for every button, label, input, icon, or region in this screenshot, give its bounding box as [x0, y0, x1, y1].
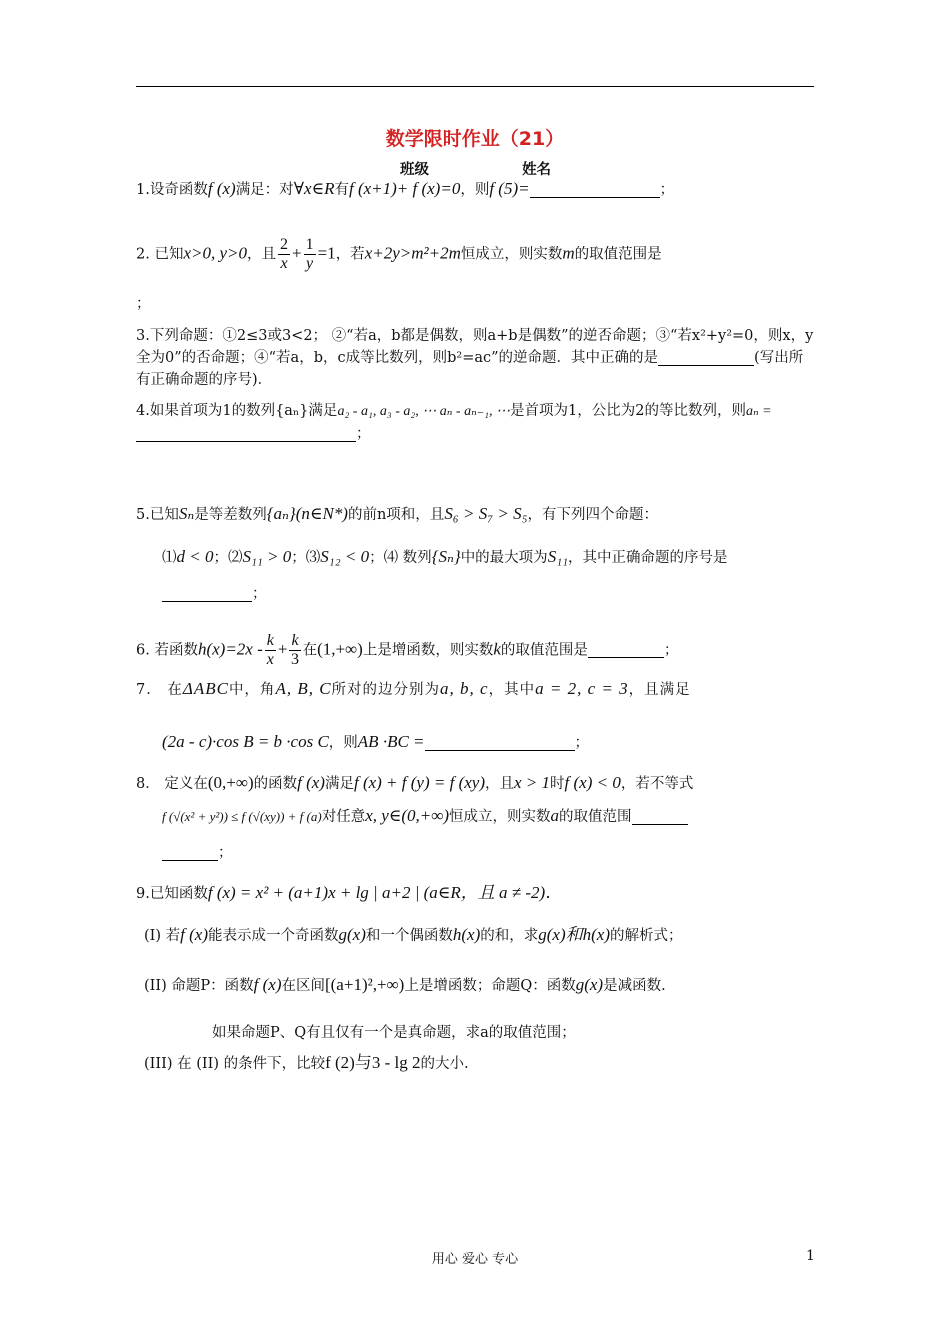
question-text: 是减函数. — [603, 978, 666, 994]
math-expression: h(x) — [452, 925, 481, 944]
question-number: 8． — [136, 776, 160, 792]
fraction-numerator: k — [266, 632, 274, 649]
question-text: 的取值范围 — [559, 809, 632, 825]
fraction — [289, 632, 300, 669]
math-expression: f (x) — [207, 179, 236, 198]
question-5 — [136, 503, 816, 605]
question-text: 的取值范围是 — [500, 642, 588, 659]
question-text: 能表示成一个奇函数 — [208, 928, 339, 944]
math-expression: x, y∈(0,+∞) — [365, 806, 450, 825]
question-number: 7． — [136, 682, 162, 698]
question-text: ，其中正确命题的序号是 — [568, 550, 728, 566]
question-9-part-2 — [144, 974, 824, 997]
answer-blank[interactable] — [162, 587, 252, 602]
question-text: 定义在 — [164, 776, 208, 792]
question-text: 的取值范围是 — [574, 246, 662, 263]
question-text: 的和，求 — [480, 928, 539, 944]
question-text: 下列命题：①2≤3或3<2； ②“若a，b都是偶数，则a+b是偶数”的逆否命题；③“若x²+y²=0，则x，y全为0”的否命题；④“若a，b，c成等比数列，则b²=ac”的逆命题．其中正确的是 — [136, 328, 814, 366]
math-expression: {Sₙ} — [431, 547, 461, 566]
question-text: 的解析式； — [610, 928, 683, 944]
proposition-marker: ⑴ — [162, 550, 177, 566]
question-text: 已知 — [149, 507, 179, 523]
math-expression: g(x) — [575, 975, 604, 994]
math-expression: (2a - c)·cos B = b ·cos C — [162, 732, 329, 751]
question-7 — [136, 678, 816, 754]
question-number: 1. — [136, 182, 150, 198]
math-expression: f (x) + f (y) = f (xy) — [353, 773, 485, 792]
math-expression: d < 0 — [176, 547, 214, 566]
question-text: ，则 — [460, 182, 490, 198]
answer-blank[interactable] — [632, 810, 688, 825]
math-operator: + — [277, 639, 288, 659]
question-text: 如果命题P、Q有且仅有一个是真命题，求a的取值范围； — [212, 1025, 576, 1041]
question-text: (III) 在 (II) 的条件下，比较 — [144, 1056, 326, 1072]
math-expression: [(a+1)²,+∞) — [324, 975, 405, 994]
question-number: 4. — [136, 403, 150, 419]
answer-blank[interactable] — [136, 427, 356, 442]
question-text: 时 — [550, 776, 565, 792]
name-label: 姓名 — [522, 162, 552, 178]
question-number: 6. — [136, 642, 150, 659]
question-text: ，其中 — [488, 682, 536, 698]
question-6 — [136, 632, 816, 669]
page-number: 1 — [806, 1248, 815, 1264]
proposition-marker: ；⑶ — [291, 550, 321, 566]
question-text: 满足 — [324, 776, 354, 792]
math-expression: (0,+∞) — [207, 773, 254, 792]
math-expression: {aₙ}(n∈N*) — [266, 504, 348, 523]
question-text: ，且满足 — [628, 682, 691, 698]
question-number: 3. — [136, 328, 150, 344]
math-expression: =1 — [317, 243, 336, 263]
question-text: (II) 命题P：函数 — [144, 978, 254, 994]
question-9-part-2-line-2 — [212, 1022, 892, 1044]
math-expression: f (x+1)+ f (x)=0 — [348, 179, 461, 198]
math-expression: S₁₂ < 0 — [320, 547, 370, 566]
question-2 — [136, 236, 816, 315]
math-expression: x>0, y>0 — [183, 243, 247, 263]
question-text: (写出所有正确命题的序号)． — [136, 350, 804, 388]
question-text: 已知 — [154, 246, 184, 263]
question-text: ； — [663, 642, 679, 659]
fraction-numerator: 1 — [305, 236, 314, 253]
math-expression: k — [493, 639, 501, 659]
question-text: 的大小. — [420, 1056, 469, 1072]
fraction-denominator: x — [266, 651, 274, 668]
math-expression: A, B, C — [275, 679, 332, 698]
question-text: 对任意 — [321, 809, 366, 825]
question-text: 在区间 — [281, 978, 325, 994]
question-text: ； — [659, 182, 675, 198]
question-text: 是首项为1，公比为2的等比数列，则 — [510, 403, 746, 419]
question-text: 是等差数列 — [194, 507, 267, 523]
question-4 — [136, 400, 816, 445]
question-text: 和一个偶函数 — [365, 928, 453, 944]
question-text: ； — [252, 586, 267, 602]
fraction — [278, 236, 290, 273]
question-text: ，有下列四个命题： — [527, 507, 658, 523]
student-fields — [400, 158, 551, 179]
header-rule — [136, 86, 814, 87]
question-text: 所对的边分别为 — [331, 682, 441, 698]
math-expression: x > 1 — [513, 773, 551, 792]
answer-blank[interactable] — [588, 643, 664, 658]
math-expression: a — [550, 806, 560, 825]
question-9 — [136, 882, 816, 905]
answer-blank[interactable] — [658, 351, 754, 366]
question-text: 恒成立，则实数 — [460, 246, 563, 263]
math-expression: f (√(x² + y²)) ≤ f (√(xy)) + f (a) — [162, 809, 322, 824]
math-expression: (1,+∞) — [317, 639, 363, 659]
math-expression: AB ·BC = — [357, 732, 425, 751]
question-text: 中，角 — [228, 682, 276, 698]
answer-blank[interactable] — [162, 846, 218, 861]
math-expression: m — [562, 243, 575, 263]
fraction-denominator: x — [280, 255, 288, 272]
math-expression: ΔABC — [182, 679, 229, 698]
question-9-part-3 — [144, 1052, 824, 1075]
math-expression: f (x) = x² + (a+1)x + lg | a+2 | (a∈R，且 a ≠ -2)． — [207, 883, 563, 902]
question-text: 上是增函数；命题Q：函数 — [404, 978, 576, 994]
math-expression: f (x) — [297, 773, 325, 792]
question-text: ； — [218, 845, 233, 861]
math-operator: + — [292, 243, 302, 263]
answer-blank[interactable] — [425, 736, 575, 751]
math-expression: S₁₁ — [547, 547, 569, 566]
math-expression: h(x)=2x - — [197, 639, 263, 659]
question-text: (I) 若 — [144, 928, 181, 944]
question-text: ，则 — [328, 735, 358, 751]
math-expression: S₁₁ > 0 — [242, 547, 292, 566]
question-text: ，若 — [335, 246, 365, 263]
question-text: ，若不等式 — [620, 776, 694, 792]
math-expression: g(x) — [338, 925, 366, 944]
question-3 — [136, 325, 816, 391]
math-expression: a₂ - a₁, a₃ - a₂, ⋯ aₙ - aₙ₋₁, ⋯ — [337, 404, 510, 419]
page-title: 数学限时作业（21） — [385, 128, 565, 150]
class-label: 班级 — [400, 162, 429, 178]
math-expression: f (x) — [253, 975, 282, 994]
fraction — [265, 632, 276, 669]
question-text: 在 — [167, 682, 183, 698]
math-expression: a, b, c — [440, 679, 489, 698]
question-text: 满足：对 — [235, 182, 294, 198]
question-number: 5. — [136, 507, 150, 523]
math-expression: f (2)与3 - lg 2 — [325, 1053, 421, 1072]
question-text: 设奇函数 — [149, 182, 208, 198]
question-text: ，且 — [484, 776, 514, 792]
question-text: 已知函数 — [149, 886, 208, 902]
fraction-numerator: k — [291, 632, 299, 649]
math-expression: Sₙ — [178, 504, 195, 523]
math-expression: f (x) < 0 — [564, 773, 621, 792]
question-text: 恒成立，则实数 — [449, 809, 551, 825]
proposition-marker: ；⑵ — [213, 550, 243, 566]
fraction-denominator: 3 — [291, 651, 299, 668]
question-text: ； — [356, 426, 371, 442]
answer-blank[interactable] — [530, 183, 660, 198]
question-1 — [136, 178, 816, 201]
fraction-numerator: 2 — [280, 236, 288, 253]
question-number: 9. — [136, 886, 150, 902]
math-expression: f (x) — [180, 925, 208, 944]
math-expression: S₆ > S₇ > S₅ — [444, 504, 528, 523]
question-text: 的前n项和，且 — [347, 507, 445, 523]
math-expression: a = 2, c = 3 — [535, 679, 629, 698]
question-number: 2. — [136, 246, 150, 263]
question-text: 有 — [334, 182, 349, 198]
question-text: 在 — [302, 642, 318, 659]
math-expression: ∀x∈R — [293, 179, 335, 198]
question-text: 上是增函数，则实数 — [362, 642, 494, 659]
question-9-part-1 — [144, 924, 824, 947]
proposition-marker: ；⑷ 数列 — [369, 550, 432, 566]
question-8 — [136, 772, 816, 864]
fraction — [304, 236, 316, 273]
question-text: ，且 — [247, 246, 276, 263]
fraction-denominator: y — [306, 255, 314, 272]
question-text: 的函数 — [253, 776, 298, 792]
question-text: 中的最大项为 — [460, 550, 548, 566]
question-text: 如果首项为1的数列{aₙ}满足 — [149, 403, 338, 419]
page-footer: 用心 爱心 专心 — [431, 1252, 519, 1267]
question-text: ； — [574, 735, 590, 751]
math-expression: x+2y>m²+2m — [364, 243, 461, 263]
math-expression: aₙ = — [745, 404, 772, 419]
math-expression: g(x)和h(x) — [538, 925, 610, 944]
question-text: ； — [136, 296, 151, 312]
question-text: 若函数 — [154, 642, 198, 659]
math-expression: f (5)= — [489, 179, 530, 198]
